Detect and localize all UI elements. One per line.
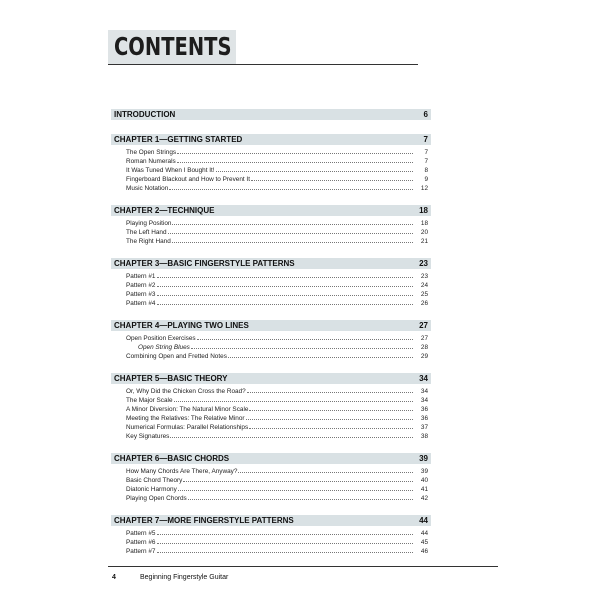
chapter-heading[interactable] [111, 109, 431, 120]
toc-entry[interactable] [126, 342, 431, 351]
entry-title: Music Notation [126, 185, 169, 192]
entry-title: A Minor Diversion: The Natural Minor Scale [126, 406, 249, 413]
entry-title: Pattern #6 [126, 539, 156, 546]
toc-chapter-5 [111, 373, 431, 440]
dot-leader [172, 218, 413, 225]
toc-entry[interactable] [126, 431, 431, 440]
entry-title: Pattern #1 [126, 273, 156, 280]
entry-page: 39 [420, 468, 428, 475]
toc-entry[interactable] [126, 271, 431, 280]
chapter-heading[interactable] [111, 258, 431, 269]
chapter-heading[interactable] [111, 320, 431, 331]
chapter-page: 27 [419, 321, 428, 330]
toc-entry[interactable] [126, 537, 431, 546]
dot-leader [183, 475, 413, 482]
entry-page: 42 [420, 495, 428, 502]
entry-title: Fingerboard Blackout and How to Prevent It [126, 176, 250, 183]
entry-title: How Many Chords Are There, Anyway? [126, 468, 238, 475]
toc-entry[interactable] [126, 546, 431, 555]
entry-list [111, 386, 431, 440]
entry-page: 20 [420, 229, 428, 236]
entry-page: 34 [420, 388, 428, 395]
dot-leader [188, 493, 413, 500]
dot-leader [157, 271, 414, 278]
dot-leader [246, 413, 413, 420]
dot-leader [168, 227, 413, 234]
toc-entry[interactable] [126, 404, 431, 413]
title-rule [108, 64, 418, 65]
entry-list [111, 528, 431, 555]
entry-title: Or, Why Did the Chicken Cross the Road? [126, 388, 246, 395]
dot-leader [251, 174, 413, 181]
chapter-title: CHAPTER 2—TECHNIQUE [114, 206, 215, 215]
toc-entry[interactable] [126, 298, 431, 307]
dot-leader [178, 484, 413, 491]
toc-entry[interactable] [126, 422, 431, 431]
toc-chapter-1 [111, 134, 431, 192]
entry-page: 8 [424, 167, 428, 174]
chapter-heading[interactable] [111, 134, 431, 145]
toc-chapter-6 [111, 453, 431, 502]
toc-entry[interactable] [126, 493, 431, 502]
toc-entry[interactable] [126, 227, 431, 236]
chapter-page: 7 [423, 135, 428, 144]
toc-entry[interactable] [126, 165, 431, 174]
entry-title: The Major Scale [126, 397, 173, 404]
toc-chapter-4 [111, 320, 431, 360]
toc-entry[interactable] [126, 386, 431, 395]
entry-title: Playing Open Chords [126, 495, 187, 502]
entry-page: 7 [424, 149, 428, 156]
toc-entry[interactable] [126, 289, 431, 298]
dot-leader [157, 546, 414, 553]
dot-leader [228, 351, 413, 358]
dot-leader [177, 156, 413, 163]
entry-page: 9 [424, 176, 428, 183]
entry-page: 26 [420, 300, 428, 307]
dot-leader [247, 386, 413, 393]
chapter-title: CHAPTER 5—BASIC THEORY [114, 374, 228, 383]
entry-title: Combining Open and Fretted Notes [126, 353, 227, 360]
chapter-page: 34 [419, 374, 428, 383]
dot-leader [169, 183, 413, 190]
entry-page: 38 [420, 433, 428, 440]
chapter-title: CHAPTER 4—PLAYING TWO LINES [114, 321, 249, 330]
entry-page: 27 [420, 335, 428, 342]
footer-page-number: 4 [112, 574, 116, 581]
toc-entry[interactable] [126, 280, 431, 289]
entry-list [111, 147, 431, 192]
entry-page: 25 [420, 291, 428, 298]
dot-leader [172, 236, 413, 243]
toc-entry[interactable] [126, 218, 431, 227]
entry-title: Pattern #2 [126, 282, 156, 289]
chapter-page: 6 [423, 110, 428, 119]
chapter-page: 44 [419, 516, 428, 525]
entry-title: Open Position Exercises [126, 335, 196, 342]
entry-title: Pattern #4 [126, 300, 156, 307]
table-of-contents [111, 109, 431, 568]
toc-chapter-3 [111, 258, 431, 307]
entry-title: Open String Blues [138, 344, 190, 351]
dot-leader [174, 395, 413, 402]
entry-page: 7 [424, 158, 428, 165]
dot-leader [157, 537, 414, 544]
toc-entry[interactable] [126, 395, 431, 404]
chapter-page: 18 [419, 206, 428, 215]
entry-title: Playing Position [126, 220, 172, 227]
dot-leader [157, 289, 414, 296]
entry-title: Key Signatures [126, 433, 170, 440]
toc-entry[interactable] [126, 147, 431, 156]
chapter-heading[interactable] [111, 515, 431, 526]
toc-entry[interactable] [126, 183, 431, 192]
chapter-title: CHAPTER 3—BASIC FINGERSTYLE PATTERNS [114, 259, 295, 268]
toc-entry[interactable] [126, 475, 431, 484]
entry-title: The Right Hand [126, 238, 171, 245]
entry-page: 45 [420, 539, 428, 546]
entry-page: 46 [420, 548, 428, 555]
dot-leader [170, 431, 413, 438]
entry-page: 18 [420, 220, 428, 227]
entry-title: Meeting the Relatives: The Relative Minor [126, 415, 245, 422]
chapter-page: 39 [419, 454, 428, 463]
chapter-title: CHAPTER 7—MORE FINGERSTYLE PATTERNS [114, 516, 294, 525]
dot-leader [238, 466, 413, 473]
dot-leader [157, 298, 414, 305]
entry-page: 28 [420, 344, 428, 351]
entry-title: Numerical Formulas: Parallel Relationships [126, 424, 249, 431]
toc-chapter-2 [111, 205, 431, 245]
dot-leader [197, 333, 413, 340]
entry-list [111, 333, 431, 360]
entry-title: Diatonic Harmony [126, 486, 177, 493]
chapter-heading[interactable] [111, 373, 431, 384]
entry-page: 36 [420, 415, 428, 422]
dot-leader [177, 147, 413, 154]
toc-entry[interactable] [126, 236, 431, 245]
entry-page: 23 [420, 273, 428, 280]
toc-entry[interactable] [126, 413, 431, 422]
entry-title: It Was Tuned When I Bought It! [126, 167, 215, 174]
toc-entry[interactable] [126, 466, 431, 475]
entry-page: 36 [420, 406, 428, 413]
dot-leader [216, 165, 413, 172]
entry-list [111, 271, 431, 307]
entry-title: The Left Hand [126, 229, 167, 236]
chapter-heading[interactable] [111, 205, 431, 216]
entry-page: 37 [420, 424, 428, 431]
entry-title: Basic Chord Theory [126, 477, 183, 484]
entry-list [111, 466, 431, 502]
entry-page: 24 [420, 282, 428, 289]
chapter-title: CHAPTER 6—BASIC CHORDS [114, 454, 230, 463]
footer-book-title: Beginning Fingerstyle Guitar [140, 574, 229, 581]
entry-page: 29 [420, 353, 428, 360]
entry-list [111, 218, 431, 245]
toc-entry[interactable] [126, 351, 431, 360]
dot-leader [249, 404, 413, 411]
chapter-page: 23 [419, 259, 428, 268]
entry-title: Pattern #7 [126, 548, 156, 555]
toc-entry[interactable] [126, 528, 431, 537]
toc-chapter-7 [111, 515, 431, 555]
page-title: CONTENTS [114, 32, 232, 61]
footer-rule [108, 566, 498, 567]
entry-page: 40 [420, 477, 428, 484]
toc-entry[interactable] [126, 174, 431, 183]
entry-title: Pattern #5 [126, 530, 156, 537]
entry-title: The Open Strings [126, 149, 177, 156]
chapter-title: INTRODUCTION [114, 110, 176, 119]
dot-leader [157, 528, 414, 535]
toc-entry[interactable] [126, 484, 431, 493]
toc-introduction [111, 109, 431, 120]
dot-leader [157, 280, 414, 287]
toc-entry[interactable] [126, 156, 431, 165]
entry-title: Pattern #3 [126, 291, 156, 298]
dot-leader [191, 342, 413, 349]
entry-page: 44 [420, 530, 428, 537]
chapter-heading[interactable] [111, 453, 431, 464]
entry-page: 21 [420, 238, 428, 245]
entry-title: Roman Numerals [126, 158, 176, 165]
entry-page: 41 [420, 486, 428, 493]
dot-leader [249, 422, 413, 429]
chapter-title: CHAPTER 1—GETTING STARTED [114, 135, 243, 144]
entry-page: 34 [420, 397, 428, 404]
entry-page: 12 [420, 185, 428, 192]
toc-entry[interactable] [126, 333, 431, 342]
